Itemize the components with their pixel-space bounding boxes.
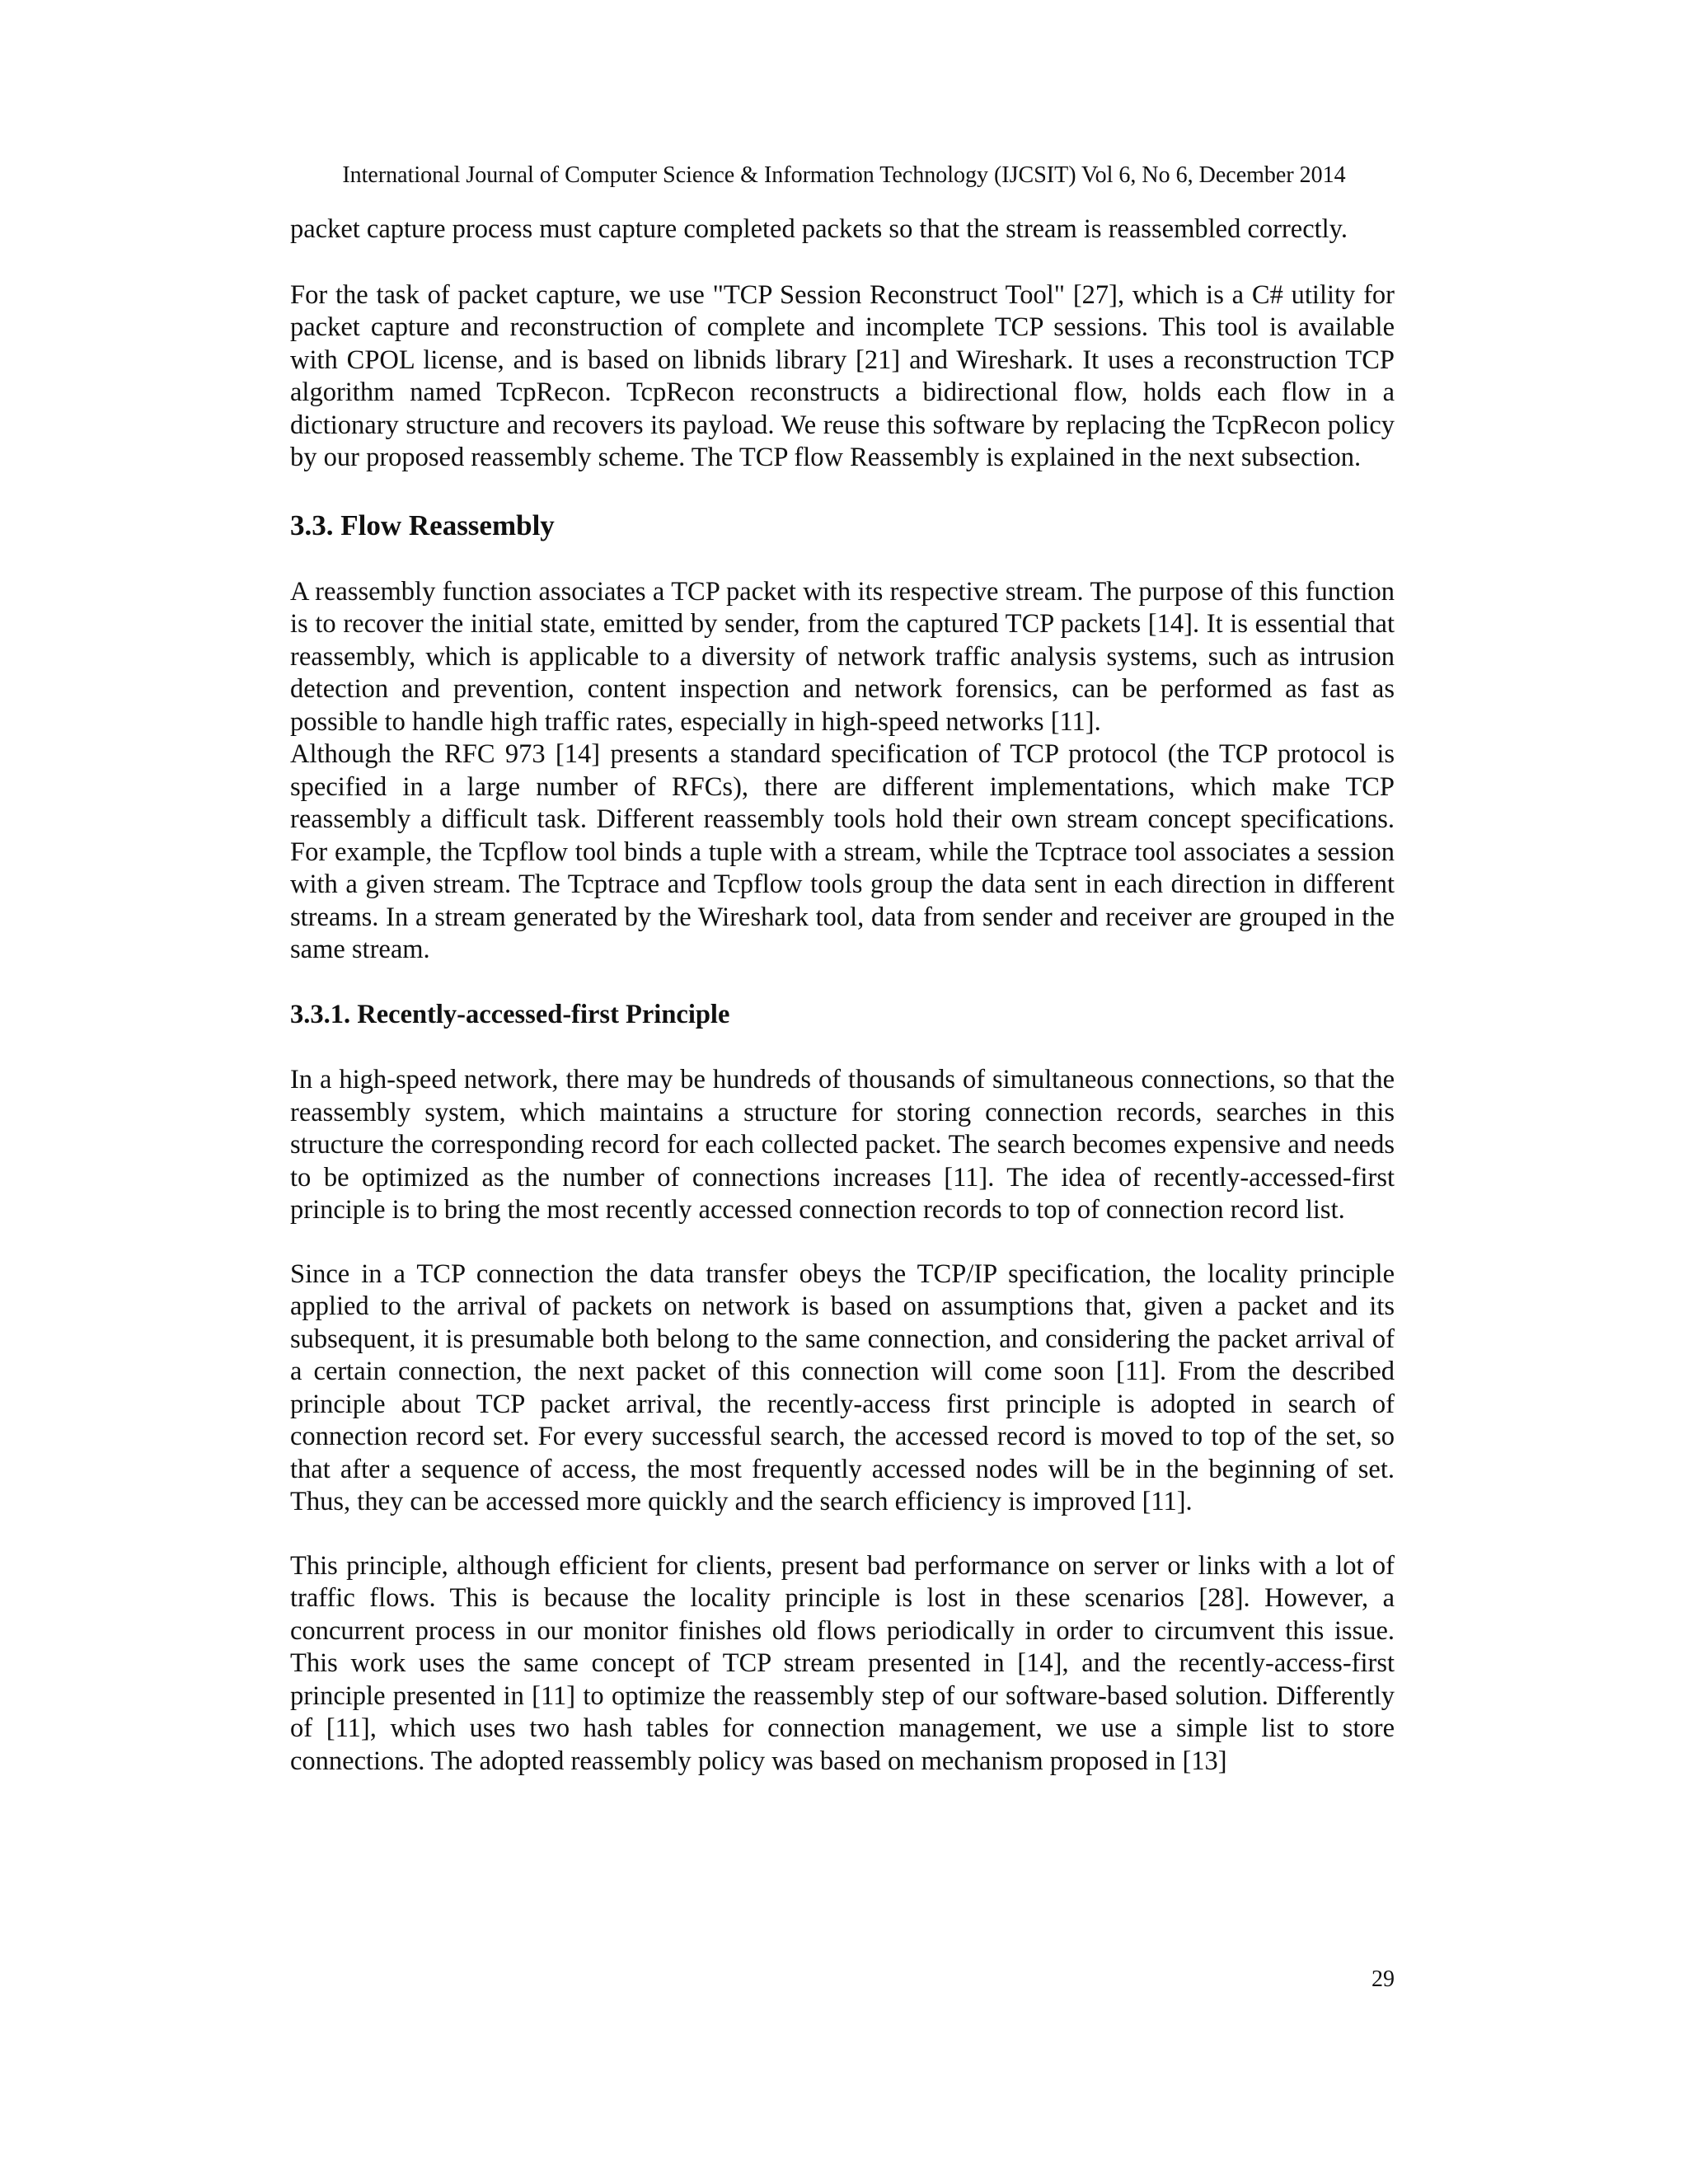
section-heading-flow-reassembly: 3.3. Flow Reassembly (290, 509, 555, 541)
page-body (290, 213, 1395, 1778)
paragraph-rfc-implementations: Although the RFC 973 [14] presents a standard specification of TCP protocol (the TCP protocol is specified in a large number of RFCs), there are different implementations, which make TCP reassembly a difficult task. Different reassembly tools hold their own stream concept specifications. For example, the Tcpflow tool binds a tuple with a stream, while the Tcptrace tool associates a session with a given stream. The Tcptrace and Tcpflow tools group the data sent in each direction in different streams. In a stream generated by the Wireshark tool, data from sender and receiver are grouped in the same stream. (290, 739, 1395, 964)
paragraph-locality-principle: Since in a TCP connection the data transfer obeys the TCP/IP specification, the locality principle applied to the arrival of packets on network is based on assumptions that, given a packet and its subsequent, it is presumable both belong to the same connection, and considering the packet arrival of a certain connection, the next packet of this connection will come soon [11]. From the described principle about TCP packet arrival, the recently-access first principle is adopted in search of connection record set. For every successful search, the accessed record is moved to top of the set, so that after a sequence of access, the most frequently accessed nodes will be in the beginning of set. Thus, they can be accessed more quickly and the search efficiency is improved [11]. (290, 1258, 1395, 1516)
subsection-heading-recently-accessed-first: 3.3.1. Recently-accessed-first Principle (290, 999, 730, 1029)
page-number: 29 (1372, 1966, 1395, 1992)
running-header: International Journal of Computer Science & Information Technology (IJCSIT) Vol 6, No 6, December 2014 (342, 162, 1346, 188)
paragraph-packet-capture-tool: For the task of packet capture, we use "TCP Session Reconstruct Tool" [27], which is a C# utility for packet capture and reconstruction of complete and incomplete TCP sessions. This tool is available with CPOL license, and is based on libnids library [21] and Wireshark. It uses a reconstruction TCP algorithm named TcpRecon. TcpRecon reconstructs a bidirectional flow, holds each flow in a dictionary structure and recovers its payload. We reuse this software by replacing the TcpRecon policy by our proposed reassembly scheme. The TCP flow Reassembly is explained in the next subsection. (290, 279, 1395, 472)
paragraph-intro: packet capture process must capture completed packets so that the stream is reassembled correctly. (290, 214, 1348, 244)
paragraph-performance: This principle, although efficient for clients, present bad performance on server or links with a lot of traffic flows. This is because the locality principle is lost in these scenarios [28]. However, a concurrent process in our monitor finishes old flows periodically in order to circumvent this issue. This work uses the same concept of TCP stream presented in [14], and the recently-access-first principle presented in [11] to optimize the reassembly step of our software-based solution. Differently of [11], which uses two hash tables for connection management, we use a simple list to store connections. The adopted reassembly policy was based on mechanism proposed in [13] (290, 1550, 1395, 1776)
paragraph-reassembly-function: A reassembly function associates a TCP packet with its respective stream. The purpose of this function is to recover the initial state, emitted by sender, from the captured TCP packets [14]. It is essential that reassembly, which is applicable to a diversity of network traffic analysis systems, such as intrusion detection and prevention, content inspection and network forensics, can be performed as fast as possible to handle high traffic rates, especially in high-speed networks [11]. (290, 576, 1395, 737)
paragraph-high-speed-network: In a high-speed network, there may be hundreds of thousands of simultaneous connections, so that the reassembly system, which maintains a structure for storing connection records, searches in this structure the corresponding record for each collected packet. The search becomes expensive and needs to be optimized as the number of connections increases [11]. The idea of recently-accessed-first principle is to bring the most recently accessed connection records to top of connection record list. (290, 1065, 1395, 1225)
